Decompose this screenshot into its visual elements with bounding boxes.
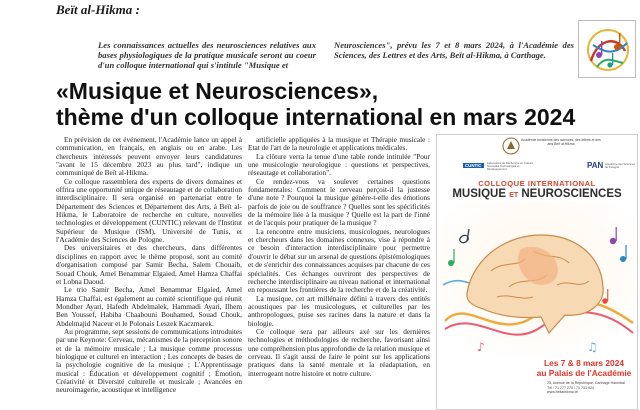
svg-text:♪: ♪ [477, 340, 485, 354]
paragraph: La clôture verra la tenue d'une table ronde intitulée "Pour une musicologie neurologique : questions et perspectives, réseautage et collaboration". [248, 151, 430, 178]
poster-website: www.beitalhikma.tn [547, 390, 578, 395]
article-column-1 [56, 136, 242, 395]
paragraph: Au programme, sept sessions de communications introduites par une Keynote: Cerveau, mécanismes de la perception sonore et de la mémoire musicale ; La musique comme processus biologique et culturel en interaction ; Les concepts de bases de la psychologie cognitive de la musique ; L'Apprentissage musical : Éducation et développement cognitif ; Émotion, Créativité et Diversité culturelle et musicale ; Avancées en neuroimagerie, acoustique et intelligence [56, 326, 242, 395]
paragraph: Ce colloque sera par ailleurs axé sur les dernières technologies et méthodologies de recherche, favorisant ainsi une compréhension plus approfondie de la relation musique et cerveau. Il s'agit aussi de faire le point sur les applications pratiques dans la santé mentale et la réadaptation, en interrogeant notre histoire et notre culture. [248, 326, 430, 378]
paragraph: La rencontre entre musiciens, musicologues, neurologues et chercheurs dans les domaines connexes, vise à répondre à ce besoin d'interaction interdisciplinaire pour permettre d'ouvrir le débat sur un arsenal de questions épistémologiques et de s'enrichir des connaissances acquises par chacune de ces spécialités. Ces échanges ouvriront des perspectives de recherche interdisciplinaire au niveau national et international en repoussant les frontières de la recherche et de la créativité. [248, 226, 430, 295]
festival-logo-icon [578, 20, 636, 78]
lead-paragraph-left: Les connaissances actuelles des neurosciences relatives aux bases physiologiques de la pratique musicale seront au coeur d'un colloque international qui s'intitule "Musique et [98, 40, 316, 70]
poster-address [547, 381, 635, 395]
paragraph: Ce colloque rassemblera des experts de divers domaines et offrira une opportunité unique de réseautage et de collaboration interdisciplinaire. Il sera organisé en partenariat entre le Département des Sciences et Département des Arts, à Beït al-Hikma, le Laboratoire de recherche en culture, nouvelles technologies et développement (CUNTIC) relevant de l'Institut Supérieur de Musique (ISM), Université de Tunis, et l'Académie des Sciences de Pologne. [56, 176, 242, 245]
paragraph: Le trio Samir Becha, Amel Benammar Elgaied, Amel Hamza Chaffai, est également au comité scientifique qui réunit Mondher Ayari, Hafedh Abdelmalek, Hammadi Ayari, Ilhem Ben Youssef, Habiba Chaabouni Bouhamed, Souad Chouk, Abdelmajid Naceur et le Polonais Leszek Kaczmarek. [56, 285, 242, 328]
paragraph: La musique, cet art millénaire défini à travers des entités acoustiques par les musicologues, et culturelles par les anthropologues, puise ses racines dans la nature et dans la biologie. [248, 293, 430, 328]
poster-title [437, 188, 637, 200]
poster-title-a: MUSIQUE [452, 188, 506, 200]
colloquium-poster [436, 134, 638, 410]
poster-date-line-2: au Palais de l'Académie [536, 367, 632, 378]
poster-colloque-label: COLLOQUE INTERNATIONAL [478, 179, 596, 188]
poster-academy-name: Académie tunisienne des sciences, des lettres et des arts Beït al-Hikma [521, 138, 601, 146]
paragraph: Des universitaires et des chercheurs, dans différentes disciplines en rapport avec le thème proposé, sont au comité d'organisation composé par Samir Becha, Salem Chouaib, Souad Chouk, Amel Benammar Elgaied, Amel Hamza Chaffai et Lobna Daoud. [56, 243, 242, 286]
pan-subtitle: Académie des Sciences de Pologne [605, 162, 635, 170]
pan-logo: PAN [587, 161, 604, 170]
music-notes-logo-icon [579, 21, 636, 78]
cuntic-subtitle: Laboratoire de Recherche en Culture, Nouvelles Technologies et Développement [487, 161, 534, 172]
paragraph: artificielle appliquées à la musique et Thérapie musicale : Etat de l'art de la neurologie et applications médicales. [248, 135, 430, 153]
poster-phone: Tél : 71 277 275 / 71 731 924 [547, 385, 594, 390]
poster-title-et: ET [509, 192, 519, 199]
poster-date-line-1: Les 7 & 8 mars 2024 [543, 358, 625, 368]
lead-paragraph-right: Neurosciences", prévu les 7 et 8 mars 2024, à l'Académie des Sciences, des Lettres et des Arts, Beït al-Hikma, à Carthage. [334, 40, 574, 60]
poster-date [533, 359, 635, 378]
article-column-2 [248, 136, 430, 378]
svg-text:♫: ♫ [587, 340, 598, 354]
paragraph: Ce rendez-vous va soulever certaines questions fondamentales: Comment le cerveau perçoit-il la justesse d'une note ? Pourquoi la musique génère-t-elle des émotions parfois de joie ou de souffrance ? Quelles sont les spécificités de la mémoire liée à la musique ? Quelle est la part de l'inné et de l'acquis pour pratiquer de la musique ? [248, 176, 430, 228]
poster-title-b: NEUROSCIENCES [521, 188, 622, 200]
kicker: Beït al-Hikma : [56, 2, 140, 17]
cuntic-logo: CUNTIC [465, 163, 482, 168]
headline-line-2: thème d'un colloque international en mars 2024 [56, 104, 576, 130]
paragraph: En prévision de cet événement, l'Académie lance un appel à communication, en français, en anglais ou en arabe. Les chercheurs intéressés peuvent envoyer leurs candidatures "avant le 15 décembre 2023 au plus tard", indique un communiqué de Beït al-Hikma. [56, 135, 242, 178]
brain-music-illustration-icon [437, 201, 637, 357]
poster-address-line: 25, Avenue de la République, Carthage Hannibal [547, 381, 625, 385]
headline-line-1: «Musique et Neurosciences», [56, 78, 379, 104]
